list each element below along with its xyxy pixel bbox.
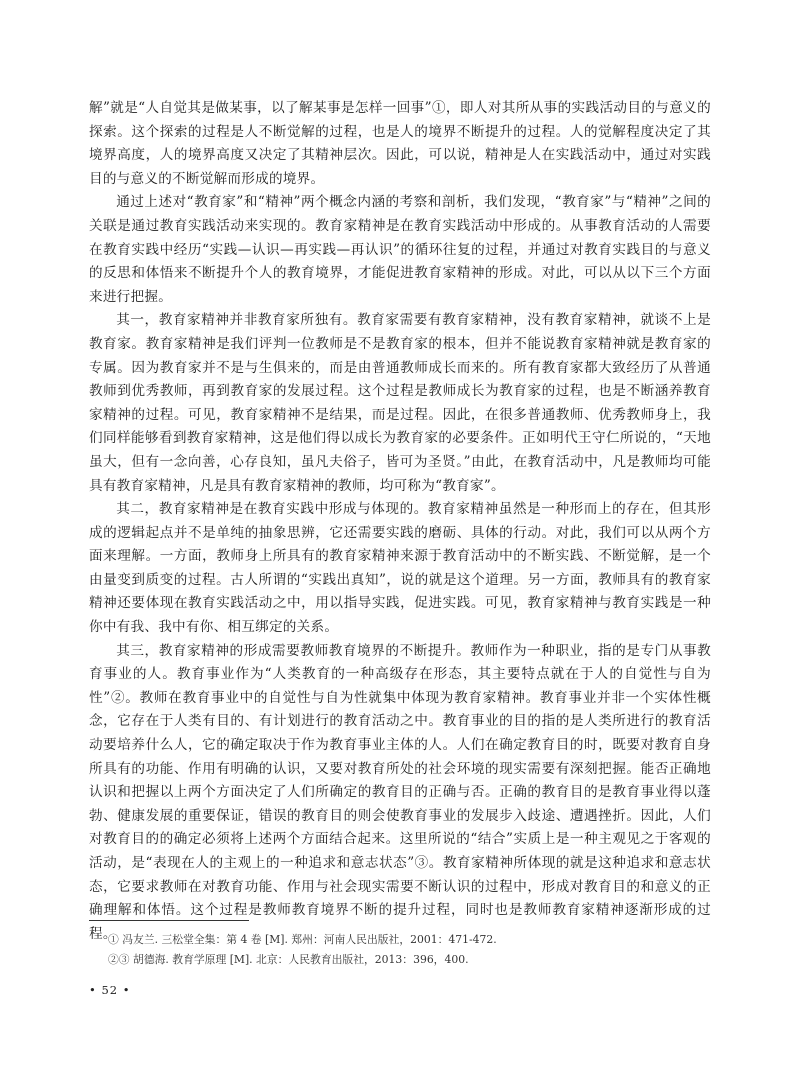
footnote-divider <box>89 920 249 921</box>
paragraph-3: 其一，教育家精神并非教育家所独有。教育家需要有教育家精神，没有教育家精神，就谈不上是教育家。教育家精神是我们评判一位教师是不是教育家的根本，但并不能说教育家精神就是教育家的专属。因为教育家并不是与生俱来的，而是由普通教师成长而来的。所有教育家都大致经历了从普通教师到优秀教师，再到教育家的发展过程。这个过程是教师成长为教育家的过程，也是不断涵养教育家精神的过程。可见，教育家精神不是结果，而是过程。因此，在很多普通教师、优秀教师身上，我们同样能够看到教育家精神，这是他们得以成长为教育家的必要条件。正如明代王守仁所说的，“天地虽大，但有一念向善，心存良知，虽凡夫俗子，皆可为圣贤。”由此，在教育活动中，凡是教师均可能具有教育家精神，凡是具有教育家精神的教师，均可称为“教育家”。 <box>89 312 711 494</box>
paragraph-1: 解”就是“人自觉其是做某事，以了解某事是怎样一回事”①，即人对其所从事的实践活动目的与意义的探索。这个探索的过程是人不断觉解的过程，也是人的境界不断提升的过程。人的觉解程度决定了其境界高度，人的境界高度又决定了其精神层次。因此，可以说，精神是人在实践活动中，通过对实践目的与意义的不断觉解而形成的境界。 <box>89 100 711 187</box>
paragraph-4: 其二，教育家精神是在教育实践中形成与体现的。教育家精神虽然是一种形而上的存在，但其形成的逻辑起点并不是单纯的抽象思辨，它还需要实践的磨砺、具体的行动。对此，我们可以从两个方面来理解。一方面，教师身上所具有的教育家精神来源于教育活动中的不断实践、不断觉解，是一个由量变到质变的过程。古人所谓的“实践出真知”，说的就是这个道理。另一方面，教师具有的教育家精神还要体现在教育实践活动之中，用以指导实践，促进实践。可见，教育家精神与教育实践是一种你中有我、我中有你、相互绑定的关系。 <box>89 501 711 636</box>
page-number: • 52 • <box>89 983 131 997</box>
footnote-1: ① 冯友兰. 三松堂全集：第 4 卷 [M]. 郑州：河南人民出版社，2001：471-472. <box>108 933 497 946</box>
footnote-2: ②③ 胡德海. 教育学原理 [M]. 北京：人民教育出版社，2013：396，400. <box>108 953 469 966</box>
footnotes <box>108 930 708 970</box>
paragraph-2: 通过上述对“教育家”和“精神”两个概念内涵的考察和剖析，我们发现，“教育家”与“精神”之间的关联是通过教育实践活动来实现的。教育家精神是在教育实践活动中形成的。从事教育活动的人需要在教育实践中经历“实践—认识—再实践—再认识”的循环往复的过程，并通过对教育实践目的与意义的反思和体悟来不断提升个人的教育境界，才能促进教育家精神的形成。对此，可以从以下三个方面来进行把握。 <box>89 194 711 305</box>
paragraph-5: 其三，教育家精神的形成需要教师教育境界的不断提升。教师作为一种职业，指的是专门从事教育事业的人。教育事业作为“人类教育的一种高级存在形态，其主要特点就在于人的自觉性与自为性”②。教师在教育事业中的自觉性与自为性就集中体现为教育家精神。教育事业并非一个实体性概念，它存在于人类有目的、有计划进行的教育活动之中。教育事业的目的指的是人类所进行的教育活动要培养什么人，它的确定取决于作为教育事业主体的人。人们在确定教育目的时，既要对教育自身所具有的功能、作用有明确的认识，又要对教育所处的社会环境的现实需要有深刻把握。能否正确地认识和把握以上两个方面决定了人们所确定的教育目的正确与否。正确的教育目的是教育事业得以蓬勃、健康发展的重要保证，错误的教育目的则会使教育事业的发展步入歧途、遭遇挫折。因此，人们对教育目的的确定必须将上述两个方面结合起来。这里所说的“结合”实质上是一种主观见之于客观的活动，是“表现在人的主观上的一种追求和意志状态”③。教育家精神所体现的就是这种追求和意志状态，它要求教师在对教育功能、作用与社会现实需要不断认识的过程中，形成对教育目的和意义的正确理解和体悟。这个过程是教师教育境界不断的提升过程，同时也是教师教育家精神逐渐形成的过程。 <box>89 642 711 942</box>
body-text <box>89 97 711 946</box>
